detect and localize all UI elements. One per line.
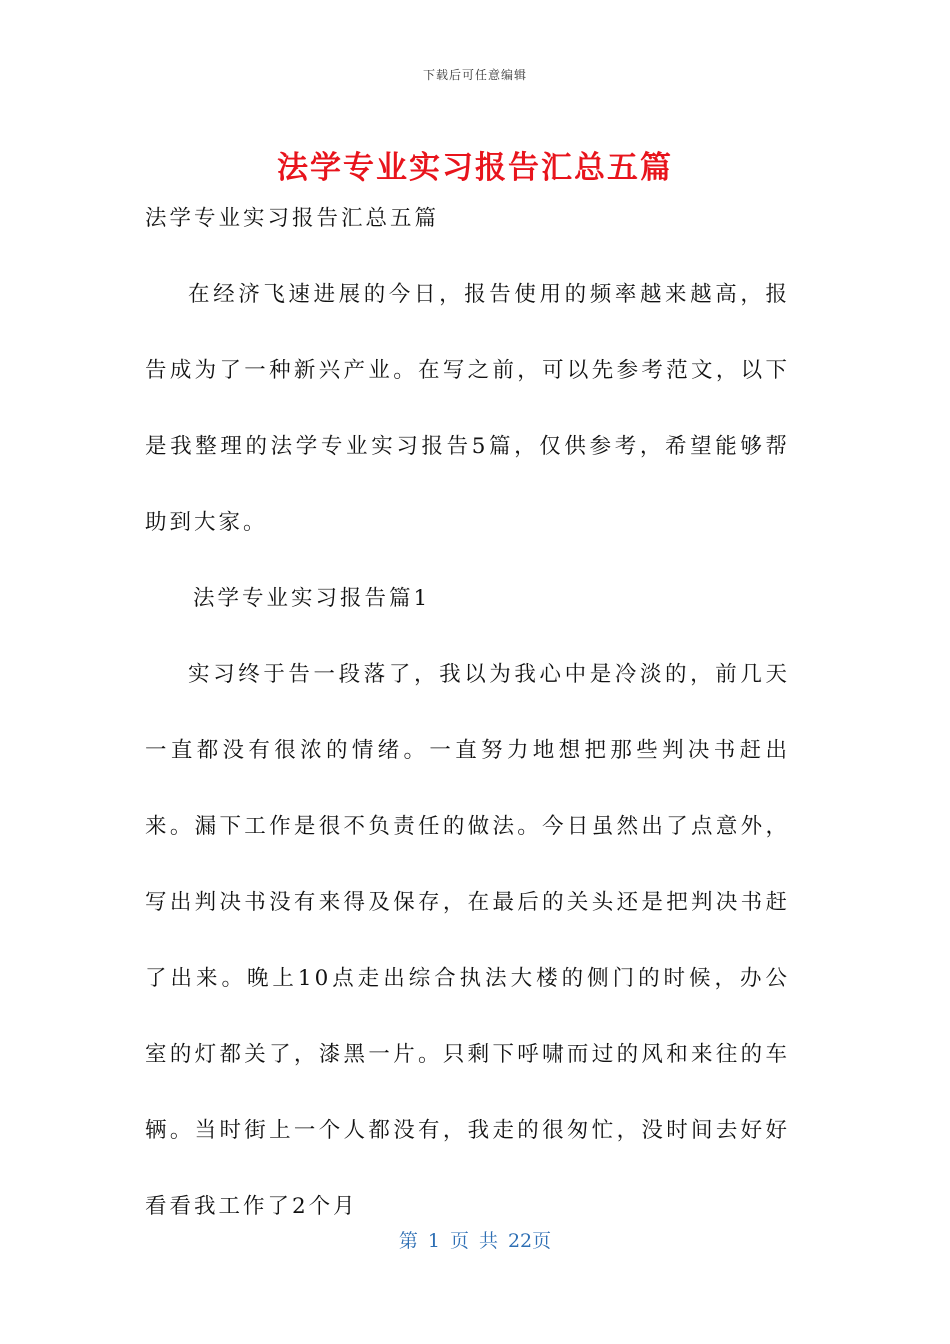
intro-paragraph: 在经济飞速进展的今日，报告使用的频率越来越高，报告成为了一种新兴产业。在写之前，可以先参考范文，以下是我整理的法学专业实习报告5篇，仅供参考，希望能够帮助到大家。 (145, 282, 790, 535)
footer-total-prefix: 共 (478, 1230, 498, 1252)
section-heading: 法学专业实习报告篇1 (193, 586, 431, 611)
footer-total-pages: 22页 (507, 1230, 552, 1252)
footer-current-page: 1 (427, 1230, 440, 1252)
header-note: 下载后可任意编辑 (422, 68, 527, 82)
page-footer (0, 1226, 950, 1253)
document-subtitle: 法学专业实习报告汇总五篇 (145, 206, 440, 231)
section-paragraph: 实习终于告一段落了，我以为我心中是冷淡的，前几天一直都没有很浓的情绪。一直努力地想把那些判决书赶出来。漏下工作是很不负责任的做法。今日虽然出了点意外，写出判决书没有来得及保存，在最后的关头还是把判决书赶了出来。晚上10点走出综合执法大楼的侧门的时候，办公室的灯都关了，漆黑一片。只剩下呼啸而过的风和来往的车辆。当时街上一个人都没有，我走的很匆忙，没时间去好好看看我工作了2个月 (145, 662, 790, 1219)
document-title: 法学专业实习报告汇总五篇 (277, 150, 673, 186)
footer-page-mid: 页 (449, 1230, 469, 1252)
footer-page-prefix: 第 (398, 1230, 418, 1252)
